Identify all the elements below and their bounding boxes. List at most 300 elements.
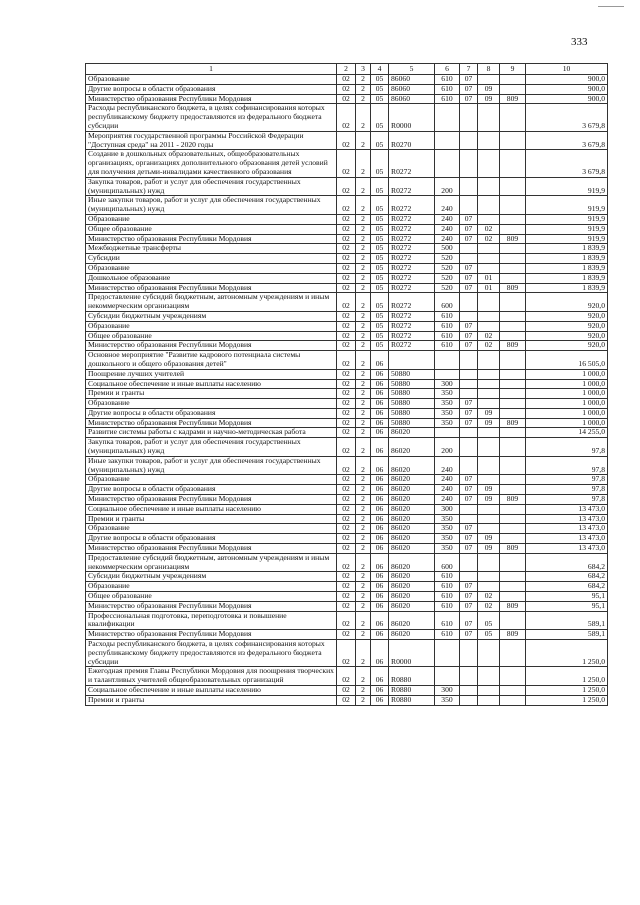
table-cell: 02 — [337, 456, 356, 475]
row-description: Иные закупки товаров, работ и услуг для обеспечения государственных (муниципальных) нужд — [86, 456, 337, 475]
table-cell: 05 — [478, 630, 500, 640]
table-cell: 02 — [478, 224, 500, 234]
table-row — [86, 438, 608, 457]
table-cell — [478, 293, 500, 312]
table-cell: 3 679,8 — [526, 131, 608, 150]
table-cell: 02 — [337, 428, 356, 438]
table-cell — [460, 244, 478, 254]
table-row — [86, 475, 608, 485]
table-row — [86, 84, 608, 94]
table-cell: R0272 — [389, 254, 435, 264]
table-cell: 1 839,9 — [526, 254, 608, 264]
table-cell: 02 — [337, 553, 356, 572]
table-cell — [478, 351, 500, 370]
table-cell: 900,0 — [526, 84, 608, 94]
table-cell: 2 — [356, 475, 371, 485]
table-cell: 809 — [500, 234, 526, 244]
table-cell: 2 — [356, 234, 371, 244]
table-cell — [500, 485, 526, 495]
table-cell: 05 — [371, 131, 389, 150]
table-cell — [500, 84, 526, 94]
row-description: Межбюджетные трансферты — [86, 244, 337, 254]
table-cell — [500, 224, 526, 234]
table-row — [86, 418, 608, 428]
table-cell — [460, 177, 478, 196]
table-cell — [500, 640, 526, 667]
row-description: Министерство образования Республики Мордовия — [86, 418, 337, 428]
table-cell: 02 — [337, 524, 356, 534]
table-cell: 809 — [500, 495, 526, 505]
table-cell: 2 — [356, 438, 371, 457]
table-row — [86, 399, 608, 409]
table-cell: 07 — [460, 630, 478, 640]
table-cell: 02 — [337, 224, 356, 234]
table-cell: R0270 — [389, 131, 435, 150]
table-cell: 809 — [500, 283, 526, 293]
table-cell: R0272 — [389, 244, 435, 254]
row-description: Социальное обеспечение и иные выплаты населению — [86, 504, 337, 514]
table-cell — [500, 379, 526, 389]
row-description: Иные закупки товаров, работ и услуг для обеспечения государственных (муниципальных) нужд — [86, 196, 337, 215]
table-cell: 610 — [435, 572, 460, 582]
table-cell: 06 — [371, 408, 389, 418]
table-cell: 06 — [371, 524, 389, 534]
table-cell — [500, 131, 526, 150]
table-row — [86, 601, 608, 611]
table-cell: 13 473,0 — [526, 514, 608, 524]
table-cell: 05 — [371, 283, 389, 293]
table-cell — [500, 553, 526, 572]
table-cell: 2 — [356, 514, 371, 524]
table-cell: 06 — [371, 399, 389, 409]
table-cell — [460, 514, 478, 524]
table-row — [86, 553, 608, 572]
table-cell: 86020 — [389, 553, 435, 572]
table-cell: 2 — [356, 504, 371, 514]
table-row — [86, 582, 608, 592]
table-cell: 809 — [500, 94, 526, 104]
table-cell: 05 — [371, 234, 389, 244]
table-cell: R0272 — [389, 177, 435, 196]
table-row — [86, 534, 608, 544]
table-cell: R0880 — [389, 667, 435, 686]
table-cell — [478, 263, 500, 273]
table-cell: 06 — [371, 582, 389, 592]
table-cell: 520 — [435, 263, 460, 273]
table-cell: 350 — [435, 389, 460, 399]
table-cell: 86060 — [389, 84, 435, 94]
table-cell: 02 — [478, 341, 500, 351]
table-cell — [500, 150, 526, 177]
table-cell: 05 — [371, 341, 389, 351]
table-cell: 2 — [356, 524, 371, 534]
table-cell — [500, 311, 526, 321]
table-cell — [500, 244, 526, 254]
table-cell: 02 — [337, 177, 356, 196]
table-cell — [435, 428, 460, 438]
table-cell: 07 — [460, 408, 478, 418]
table-cell — [500, 524, 526, 534]
table-row — [86, 321, 608, 331]
table-cell: 02 — [337, 640, 356, 667]
table-cell: 600 — [435, 553, 460, 572]
budget-table — [85, 63, 608, 706]
table-cell: 610 — [435, 84, 460, 94]
row-description: Дошкольное образование — [86, 273, 337, 283]
table-cell: 05 — [371, 104, 389, 131]
table-cell: 809 — [500, 418, 526, 428]
table-cell: 02 — [337, 572, 356, 582]
table-row — [86, 514, 608, 524]
row-description: Предоставление субсидий бюджетным, автономным учреждениям и иным некоммерческим организациям — [86, 293, 337, 312]
row-description: Социальное обеспечение и иные выплаты населению — [86, 686, 337, 696]
table-cell — [478, 553, 500, 572]
table-cell: 09 — [478, 495, 500, 505]
table-cell: 1 839,9 — [526, 244, 608, 254]
table-cell: 2 — [356, 695, 371, 705]
table-row — [86, 389, 608, 399]
row-description: Образование — [86, 475, 337, 485]
table-cell: 2 — [356, 408, 371, 418]
table-cell: 520 — [435, 273, 460, 283]
table-cell — [460, 293, 478, 312]
table-cell: 07 — [460, 611, 478, 630]
table-cell: 240 — [435, 234, 460, 244]
table-cell: R0272 — [389, 273, 435, 283]
table-cell — [460, 379, 478, 389]
table-cell: 06 — [371, 686, 389, 696]
table-cell — [478, 389, 500, 399]
table-cell: 589,1 — [526, 630, 608, 640]
table-cell — [500, 408, 526, 418]
table-cell: 07 — [460, 283, 478, 293]
table-cell — [435, 104, 460, 131]
table-cell — [478, 428, 500, 438]
table-cell: 1 000,0 — [526, 399, 608, 409]
table-cell: 2 — [356, 321, 371, 331]
table-cell: 05 — [371, 224, 389, 234]
row-description: Общее образование — [86, 592, 337, 602]
table-cell — [500, 389, 526, 399]
table-cell: 2 — [356, 495, 371, 505]
table-cell: 2 — [356, 196, 371, 215]
table-cell: 05 — [371, 196, 389, 215]
table-cell: 2 — [356, 630, 371, 640]
table-cell: 809 — [500, 601, 526, 611]
table-cell — [500, 514, 526, 524]
row-description: Образование — [86, 214, 337, 224]
table-cell: 07 — [460, 321, 478, 331]
row-description: Общее образование — [86, 331, 337, 341]
table-cell: 02 — [337, 582, 356, 592]
table-cell: 86020 — [389, 456, 435, 475]
table-cell: 06 — [371, 504, 389, 514]
table-cell: 920,0 — [526, 293, 608, 312]
table-cell: 2 — [356, 592, 371, 602]
row-description: Министерство образования Республики Мордовия — [86, 544, 337, 554]
row-description: Развитие системы работы с кадрами и научно-методическая работа — [86, 428, 337, 438]
table-cell: 02 — [337, 234, 356, 244]
table-cell: 07 — [460, 534, 478, 544]
table-cell: R0272 — [389, 331, 435, 341]
table-cell: 07 — [460, 224, 478, 234]
table-cell: 240 — [435, 196, 460, 215]
table-cell — [389, 351, 435, 370]
table-cell: 50880 — [389, 379, 435, 389]
table-cell: 610 — [435, 311, 460, 321]
table-cell — [460, 196, 478, 215]
table-cell: 86020 — [389, 544, 435, 554]
row-description: Субсидии бюджетным учреждениям — [86, 572, 337, 582]
table-cell: 50880 — [389, 389, 435, 399]
table-cell: 02 — [337, 293, 356, 312]
table-cell: 2 — [356, 418, 371, 428]
table-cell: 07 — [460, 94, 478, 104]
table-cell: 86020 — [389, 485, 435, 495]
table-cell: 600 — [435, 293, 460, 312]
table-cell: 05 — [371, 84, 389, 94]
row-description: Закупка товаров, работ и услуг для обеспечения государственных (муниципальных) нужд — [86, 177, 337, 196]
table-cell: 02 — [478, 592, 500, 602]
table-cell — [500, 263, 526, 273]
table-cell — [478, 104, 500, 131]
table-cell — [460, 553, 478, 572]
table-cell: 02 — [337, 273, 356, 283]
table-cell: R0272 — [389, 283, 435, 293]
row-description: Закупка товаров, работ и услуг для обеспечения государственных (муниципальных) нужд — [86, 438, 337, 457]
table-cell: 05 — [478, 611, 500, 630]
table-cell: 06 — [371, 351, 389, 370]
table-cell: R0880 — [389, 686, 435, 696]
table-cell — [478, 514, 500, 524]
table-cell: 1 839,9 — [526, 263, 608, 273]
table-cell: 05 — [371, 75, 389, 85]
table-cell: 07 — [460, 75, 478, 85]
table-cell: 2 — [356, 667, 371, 686]
table-cell: 07 — [460, 524, 478, 534]
table-cell: 809 — [500, 630, 526, 640]
table-cell — [500, 438, 526, 457]
table-row — [86, 196, 608, 215]
table-cell: 02 — [478, 331, 500, 341]
table-cell: 2 — [356, 311, 371, 321]
table-cell: 97,8 — [526, 438, 608, 457]
table-cell: 01 — [478, 283, 500, 293]
table-cell: 300 — [435, 379, 460, 389]
table-row — [86, 640, 608, 667]
table-cell — [478, 75, 500, 85]
table-cell: 95,1 — [526, 592, 608, 602]
table-cell: 300 — [435, 504, 460, 514]
table-cell — [500, 686, 526, 696]
table-cell: 02 — [337, 686, 356, 696]
table-cell: 86060 — [389, 94, 435, 104]
row-description: Создание в дошкольных образовательных, общеобразовательных организациях, организациях дополнительного образования детей условий для получения детьми-инвалидами качественного образования — [86, 150, 337, 177]
row-description: Основное мероприятие "Развитие кадрового потенциала системы дошкольного и общего образования детей" — [86, 351, 337, 370]
row-description: Министерство образования Республики Мордовия — [86, 283, 337, 293]
table-cell: 86060 — [389, 75, 435, 85]
table-row — [86, 351, 608, 370]
table-cell: 05 — [371, 244, 389, 254]
table-cell: 05 — [371, 94, 389, 104]
table-cell: 1 000,0 — [526, 418, 608, 428]
table-cell: 2 — [356, 283, 371, 293]
table-cell: 2 — [356, 131, 371, 150]
table-cell: 350 — [435, 534, 460, 544]
table-cell: R0000 — [389, 640, 435, 667]
table-cell: 06 — [371, 379, 389, 389]
table-cell: 02 — [337, 263, 356, 273]
table-cell: 610 — [435, 601, 460, 611]
table-cell: 2 — [356, 572, 371, 582]
table-cell: 86020 — [389, 524, 435, 534]
table-cell: 900,0 — [526, 75, 608, 85]
row-description: Премии и гранты — [86, 695, 337, 705]
table-cell: 350 — [435, 418, 460, 428]
table-cell: 2 — [356, 254, 371, 264]
row-description: Образование — [86, 321, 337, 331]
table-cell: 2 — [356, 75, 371, 85]
table-cell: 07 — [460, 399, 478, 409]
table-cell: 06 — [371, 428, 389, 438]
table-cell: 02 — [337, 611, 356, 630]
table-cell: 1 839,9 — [526, 283, 608, 293]
table-cell — [478, 379, 500, 389]
table-row — [86, 244, 608, 254]
table-row — [86, 504, 608, 514]
table-cell: 07 — [460, 544, 478, 554]
table-row — [86, 224, 608, 234]
table-cell: 2 — [356, 293, 371, 312]
table-row — [86, 592, 608, 602]
table-cell: 2 — [356, 331, 371, 341]
table-cell: 02 — [337, 667, 356, 686]
table-cell: 06 — [371, 592, 389, 602]
table-cell: 2 — [356, 379, 371, 389]
table-cell: 07 — [460, 495, 478, 505]
table-cell: 06 — [371, 369, 389, 379]
table-cell: 610 — [435, 582, 460, 592]
row-description: Расходы республиканского бюджета, в целях софинансирования которых республиканскому бюджету предоставляются из федерального бюджета субсидии — [86, 640, 337, 667]
table-cell: 07 — [460, 601, 478, 611]
table-cell: 02 — [337, 695, 356, 705]
table-cell: R0272 — [389, 224, 435, 234]
table-cell: 09 — [478, 544, 500, 554]
table-cell: 02 — [337, 131, 356, 150]
table-cell: 06 — [371, 630, 389, 640]
table-cell: 02 — [337, 214, 356, 224]
table-cell — [500, 534, 526, 544]
table-cell — [478, 456, 500, 475]
table-cell: 05 — [371, 254, 389, 264]
table-cell: 86020 — [389, 495, 435, 505]
table-cell: 07 — [460, 418, 478, 428]
table-cell: 06 — [371, 553, 389, 572]
table-cell: 06 — [371, 495, 389, 505]
table-cell: 2 — [356, 686, 371, 696]
table-cell: 240 — [435, 485, 460, 495]
table-cell: 86020 — [389, 514, 435, 524]
table-cell: 86020 — [389, 630, 435, 640]
table-cell — [500, 399, 526, 409]
table-cell: 02 — [337, 283, 356, 293]
table-cell: 06 — [371, 544, 389, 554]
table-cell — [435, 667, 460, 686]
table-cell: 610 — [435, 321, 460, 331]
table-cell — [460, 131, 478, 150]
table-cell: 684,2 — [526, 582, 608, 592]
table-cell: 610 — [435, 611, 460, 630]
table-row — [86, 695, 608, 705]
table-cell — [478, 640, 500, 667]
table-cell — [500, 504, 526, 514]
table-cell: R0000 — [389, 104, 435, 131]
table-cell: 02 — [337, 104, 356, 131]
table-cell — [460, 686, 478, 696]
table-cell: 2 — [356, 94, 371, 104]
table-cell: 06 — [371, 611, 389, 630]
row-description: Министерство образования Республики Мордовия — [86, 630, 337, 640]
table-cell: 3 679,8 — [526, 150, 608, 177]
table-cell — [478, 150, 500, 177]
table-cell: 2 — [356, 582, 371, 592]
table-cell: 06 — [371, 438, 389, 457]
table-cell: 240 — [435, 214, 460, 224]
table-cell: 610 — [435, 341, 460, 351]
table-cell: 07 — [460, 485, 478, 495]
table-cell: 07 — [460, 273, 478, 283]
table-cell: 86020 — [389, 592, 435, 602]
table-cell: 06 — [371, 456, 389, 475]
table-cell: 06 — [371, 601, 389, 611]
table-cell: 86020 — [389, 438, 435, 457]
table-cell: 500 — [435, 244, 460, 254]
table-cell — [460, 640, 478, 667]
table-cell: 97,8 — [526, 475, 608, 485]
table-cell: 2 — [356, 244, 371, 254]
table-cell: 610 — [435, 75, 460, 85]
table-cell — [478, 572, 500, 582]
table-cell: 02 — [337, 389, 356, 399]
table-cell: R0272 — [389, 263, 435, 273]
table-cell: 05 — [371, 331, 389, 341]
table-cell — [478, 524, 500, 534]
table-row — [86, 273, 608, 283]
table-cell — [460, 351, 478, 370]
table-cell: 14 255,0 — [526, 428, 608, 438]
table-row — [86, 341, 608, 351]
table-cell: 589,1 — [526, 611, 608, 630]
table-cell: 920,0 — [526, 311, 608, 321]
table-cell: 2 — [356, 399, 371, 409]
table-cell: 3 679,8 — [526, 104, 608, 131]
table-cell — [500, 475, 526, 485]
table-cell: 02 — [337, 196, 356, 215]
table-cell — [500, 428, 526, 438]
table-cell — [460, 428, 478, 438]
table-cell — [460, 572, 478, 582]
table-cell: 05 — [371, 214, 389, 224]
table-cell: 2 — [356, 351, 371, 370]
table-cell: 13 473,0 — [526, 524, 608, 534]
table-cell: 1 250,0 — [526, 640, 608, 667]
table-cell — [500, 331, 526, 341]
table-row — [86, 524, 608, 534]
table-cell: 07 — [460, 341, 478, 351]
table-cell — [500, 214, 526, 224]
table-cell — [500, 695, 526, 705]
table-cell — [500, 104, 526, 131]
